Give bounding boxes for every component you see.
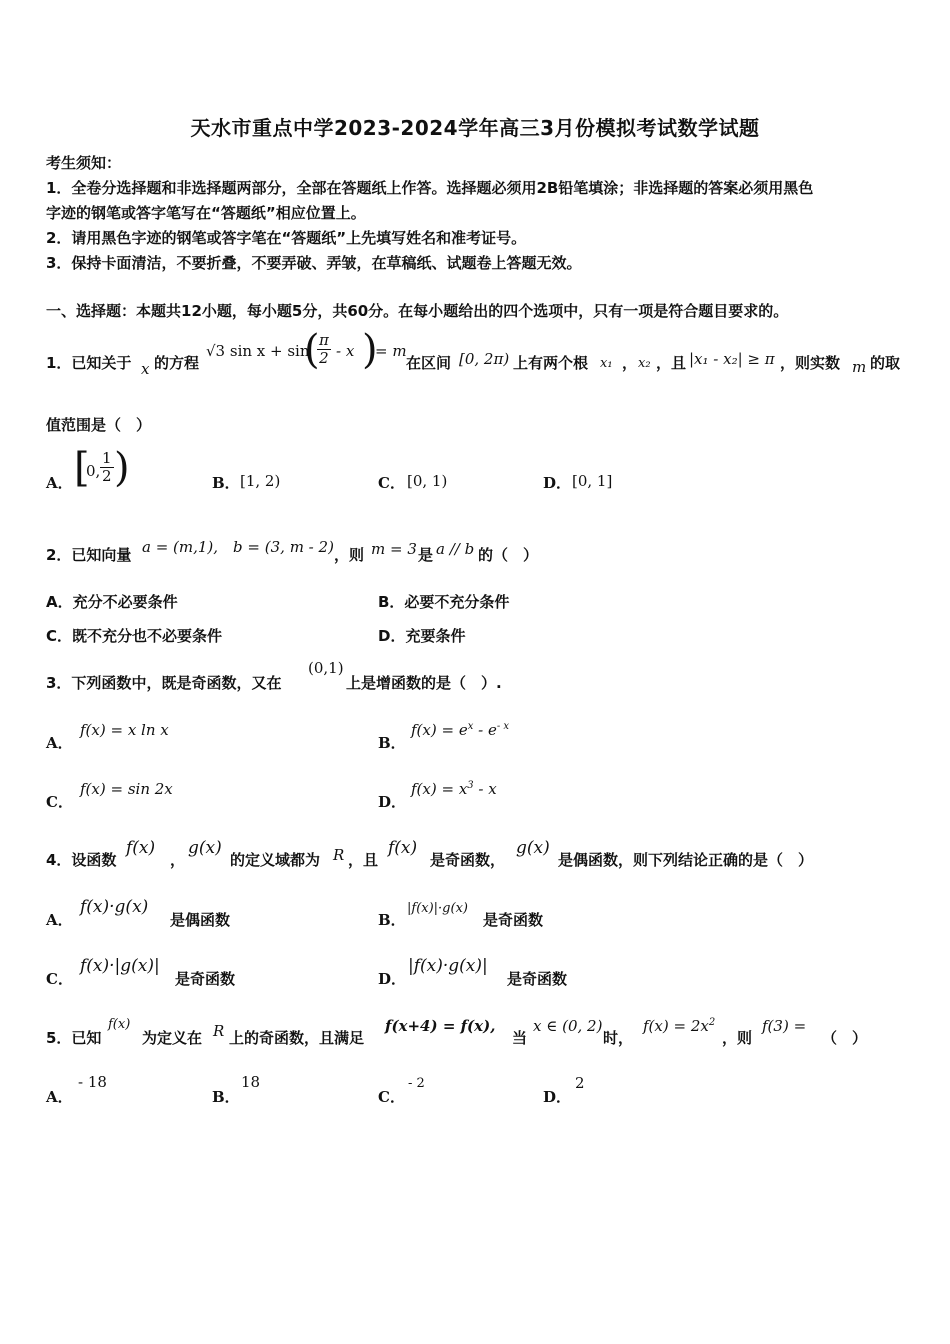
q2-text-4: 的（ ） (478, 546, 539, 564)
q1-equation-b: - x (336, 342, 355, 360)
q5-ask: f(3) = (762, 1017, 807, 1035)
q3-option-a-value: f(x) = x ln x (80, 721, 169, 739)
q4-option-a-text: 是偶函数 (170, 911, 231, 929)
q5-option-a-value: - 18 (78, 1073, 107, 1091)
q2-option-b: B．必要不充分条件 (378, 593, 510, 611)
q5-option-b-value: 18 (241, 1073, 261, 1091)
q2-condition: m = 3 (371, 540, 417, 558)
q4-R: R (333, 846, 345, 864)
q1-option-d-value: [0, 1] (572, 472, 613, 490)
q2-parallel: a // b (436, 540, 475, 558)
q2-option-d: D．充要条件 (378, 627, 466, 645)
q1-text-8: 值范围是（ ） (46, 416, 152, 434)
q1-option-c-label: C． (378, 474, 405, 492)
q1-condition: |x₁ - x₂| ≥ π (689, 350, 775, 368)
q3-option-b-exp1: x (467, 721, 474, 732)
q5-text-3: 上的奇函数，且满足 (229, 1029, 365, 1047)
q4-option-b-expr: |f(x)|·g(x) (407, 901, 468, 916)
q5-option-c-value: - 2 (408, 1076, 425, 1091)
q2-text-3: 是 (418, 546, 434, 564)
q1-option-c-value: [0, 1) (407, 472, 448, 490)
q1-fraction (317, 332, 331, 366)
q1-option-a-zero: 0, (86, 462, 101, 480)
q3-option-d-value (411, 780, 497, 798)
q3-option-b-label: B． (378, 734, 406, 752)
q3-interval: (0,1) (308, 659, 344, 677)
q5-text-2: 为定义在 (142, 1029, 203, 1047)
q4-text-3: ，且 (348, 851, 379, 869)
q1-option-a-num: 1 (102, 449, 112, 467)
q5-definition (643, 1017, 715, 1035)
q4-text-2: 的定义域都为 (230, 851, 321, 869)
q1-option-a-den: 2 (102, 466, 112, 485)
notice-line-3: 3．保持卡面清洁，不要折叠，不要弄破、弄皱，在草稿纸、试题卷上答题无效。 (46, 254, 582, 272)
q1-text-3: 在区间 (406, 354, 452, 372)
q1-text-4: 上有两个根 (513, 354, 589, 372)
notice-line-2: 2．请用黑色字迹的钢笔或答字笔在“答题纸”上先填写姓名和准考证号。 (46, 229, 527, 247)
q5-text-7: （ ） (822, 1029, 868, 1047)
q2-text-1: 2．已知向量 (46, 546, 132, 564)
q4-option-a-expr: f(x)·g(x) (80, 897, 149, 917)
q1-frac-num: π (319, 331, 329, 349)
q1-frac-den: 2 (319, 348, 329, 367)
q3-text-1: 3．下列函数中，既是奇函数，又在 (46, 674, 282, 692)
q4-func-g: g(x) (188, 838, 222, 858)
q5-R: R (213, 1022, 225, 1040)
q3-option-c-value: f(x) = sin 2x (80, 780, 173, 798)
q1-option-b-label: B． (212, 474, 240, 492)
q4-option-c-text: 是奇函数 (175, 970, 236, 988)
q5-func-f: f(x) (108, 1017, 131, 1032)
q3-option-b-value (411, 721, 509, 739)
q1-root-x2: x₂ (638, 356, 651, 371)
q2-option-c: C．既不充分也不必要条件 (46, 627, 223, 645)
q1-paren-right: ) (362, 327, 378, 373)
q4-func-f2: f(x) (388, 838, 418, 858)
q1-var-x: x (141, 360, 150, 378)
q1-paren-left: ( (304, 327, 320, 373)
q1-text-5: ，且 (656, 354, 687, 372)
q3-option-b-part1: f(x) = e (411, 721, 468, 739)
q1-var-m: m (852, 358, 867, 376)
notice-heading: 考生须知： (46, 154, 122, 172)
q1-equation-a: √3 sin x + sin (206, 342, 310, 360)
notice-line-1b: 字迹的钢笔或答字笔写在“答题纸”相应位置上。 (46, 204, 366, 222)
q1-separator: ， (622, 354, 638, 372)
q3-text-2: 上是增函数的是（ ）. (346, 674, 502, 692)
q1-equation-c: = m (375, 342, 407, 360)
q3-option-d-part1: f(x) = x (411, 780, 468, 798)
q4-comma: ， (170, 851, 186, 869)
q5-text-1: 5．已知 (46, 1029, 102, 1047)
q5-periodic-condition: f(x+4) = f(x), (385, 1017, 496, 1035)
page-title: 天水市重点中学2023-2024学年高三3月份模拟考试数学试题 (190, 116, 760, 140)
q5-option-c-label: C． (378, 1088, 405, 1106)
q1-text-6: ，则实数 (780, 354, 841, 372)
q2-option-a: A．充分不必要条件 (46, 593, 178, 611)
q5-domain: x ∈ (0, 2) (533, 1017, 603, 1035)
q1-root-x1: x₁ (600, 356, 613, 371)
q1-text-1: 1．已知关于 (46, 354, 132, 372)
q4-option-d-label: D． (378, 970, 407, 988)
q5-option-a-label: A． (46, 1088, 73, 1106)
q1-text-7: 的取 (870, 354, 901, 372)
q4-option-c-label: C． (46, 970, 73, 988)
q5-text-4: 当 (512, 1029, 528, 1047)
q4-option-b-text: 是奇函数 (483, 911, 544, 929)
q5-definition-base: f(x) = 2x (643, 1017, 709, 1035)
q4-option-a-label: A． (46, 911, 73, 929)
q4-option-c-expr: f(x)·|g(x)| (80, 956, 160, 976)
q4-option-b-label: B． (378, 911, 406, 929)
q1-option-d-label: D． (543, 474, 572, 492)
q3-option-d-label: D． (378, 793, 407, 811)
q5-definition-exp: 2 (708, 1017, 716, 1028)
q1-option-a-label: A． (46, 474, 73, 492)
q1-option-a-bracket-right: ) (114, 445, 130, 491)
q3-option-b-part2: - e (473, 721, 497, 739)
q1-option-b-value: [1, 2) (240, 472, 281, 490)
q3-option-a-label: A． (46, 734, 73, 752)
section-heading: 一、选择题：本题共12小题，每小题5分，共60分。在每小题给出的四个选项中，只有一项是符合题目要求的。 (46, 302, 789, 320)
notice-line-1a: 1．全卷分选择题和非选择题两部分，全部在答题纸上作答。选择题必须用2B铅笔填涂；非选择题的答案必须用黑色 (46, 179, 814, 197)
q4-func-g2: g(x) (516, 838, 550, 858)
q3-option-d-part2: - x (473, 780, 497, 798)
q5-text-5: 时， (603, 1029, 634, 1047)
q1-interval: [0, 2π) (459, 350, 510, 368)
q2-text-2: ，则 (334, 546, 365, 564)
q4-func-f: f(x) (126, 838, 156, 858)
q1-text-2: 的方程 (154, 354, 200, 372)
q4-text-5: 是偶函数，则下列结论正确的是（ ） (558, 851, 814, 869)
q5-text-6: ，则 (722, 1029, 753, 1047)
q4-option-d-expr: |f(x)·g(x)| (408, 956, 488, 976)
q4-text-1: 4．设函数 (46, 851, 117, 869)
q5-option-d-value: 2 (575, 1074, 585, 1092)
q5-option-d-label: D． (543, 1088, 572, 1106)
q2-vectors: a = (m,1), b = (3, m - 2) (142, 538, 334, 556)
q3-option-b-exp2: - x (496, 721, 510, 732)
q1-option-a-bracket-left: [ (74, 445, 90, 491)
q4-option-d-text: 是奇函数 (507, 970, 568, 988)
q4-text-4: 是奇函数， (430, 851, 506, 869)
q1-option-a-fraction (100, 450, 114, 484)
q3-option-c-label: C． (46, 793, 73, 811)
q5-option-b-label: B． (212, 1088, 240, 1106)
q3-option-d-exp: 3 (467, 780, 474, 791)
